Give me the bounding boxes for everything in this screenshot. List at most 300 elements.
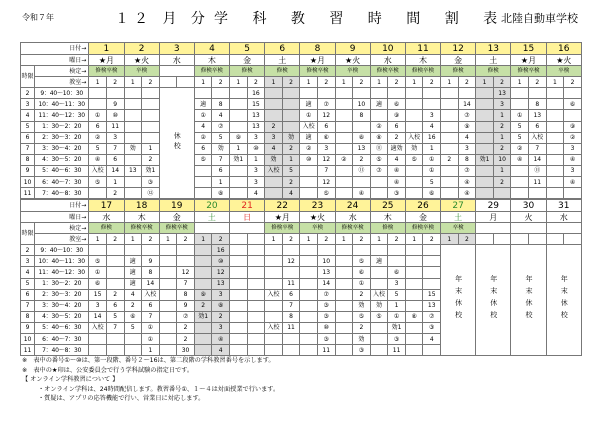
period-time: 7：40～8：30 [35,345,89,356]
day-check: 修検 [476,66,511,77]
period-time: 6：40～7：30 [35,177,89,188]
lesson-cell [476,188,494,199]
lesson-cell: 2 [282,143,300,154]
day-check [511,223,546,234]
lesson-cell [476,177,494,188]
closed-notice: 年末休校 [511,245,546,356]
lesson-cell [476,121,494,132]
day-check: 卒検 [441,223,476,234]
lesson-cell: 14 [317,278,335,289]
lesson-cell [441,143,459,154]
lesson-cell [247,267,265,278]
lesson-cell [282,88,300,99]
lesson-cell [106,245,124,256]
lesson-cell: ⑤ [317,188,335,199]
lesson-cell [194,267,212,278]
lesson-cell: 3 [106,132,124,143]
lesson-cell: 5 [282,165,300,176]
lesson-cell [124,99,142,110]
lesson-cell: 1 [282,154,300,165]
check-row-label: 検定→ [35,223,89,234]
lesson-cell: ⑦ [423,311,441,322]
lesson-cell: 3 [564,143,582,154]
period-number: 8 [21,154,35,165]
classroom-2: 2 [493,77,511,88]
lesson-cell: ③ [142,177,160,188]
lesson-cell: 13 [317,267,335,278]
classroom-2: 2 [212,77,230,88]
classroom-1: 1 [194,77,212,88]
lesson-cell: ② [511,143,529,154]
day-date: 26 [405,200,440,212]
lesson-cell [124,88,142,99]
lesson-cell [159,289,177,300]
period-time: 10：40～11：30 [35,256,89,267]
day-weekday: 金 [441,55,476,66]
period-number: 4 [21,267,35,278]
period-number: 6 [21,289,35,300]
lesson-cell: ⑤ [89,177,107,188]
classroom-1: 1 [370,77,388,88]
day-date: 18 [124,200,159,212]
lesson-cell [317,88,335,99]
day-check [159,66,194,77]
lesson-cell: ④ [564,154,582,165]
classroom-2: 2 [247,77,265,88]
lesson-cell [511,188,529,199]
day-check: 修検 [441,66,476,77]
lesson-cell: 2 [388,132,406,143]
period-time: 9：40～10：30 [35,88,89,99]
lesson-cell [159,278,177,289]
lesson-cell [546,121,564,132]
lesson-cell [441,110,459,121]
lesson-cell [230,289,248,300]
lesson-cell [124,334,142,345]
lesson-cell: 入校 [265,289,283,300]
lesson-cell: ② [335,154,353,165]
lesson-cell: 16 [212,245,230,256]
day-check: 修検卒検 [124,223,159,234]
lesson-cell [265,278,283,289]
lesson-cell [230,278,248,289]
lesson-cell [282,267,300,278]
day-weekday: ★月 [89,55,124,66]
classroom-2: 2 [388,234,406,245]
lesson-cell: 適 [124,278,142,289]
lesson-cell: ⑥ [423,188,441,199]
lesson-cell: ⑤ [405,154,423,165]
lesson-cell: 15 [247,99,265,110]
day-check: 卒検 [546,66,581,77]
lesson-cell: ③ [317,311,335,322]
lesson-cell [159,256,177,267]
classroom-1: 1 [300,77,318,88]
lesson-cell: 5 [423,177,441,188]
lesson-cell: 3 [212,289,230,300]
lesson-cell: 12 [317,110,335,121]
day-date: 31 [546,200,581,212]
lesson-cell: ⑥ [317,132,335,143]
lesson-cell [194,345,212,356]
classroom-1: 1 [265,77,283,88]
classroom-2 [528,234,546,245]
lesson-cell: 5 [511,132,529,143]
day-weekday: 水 [370,55,405,66]
classroom-2: 2 [353,234,371,245]
lesson-cell: 14 [458,99,476,110]
classroom-2: 2 [142,77,160,88]
period-time: 3：30～4：20 [35,300,89,311]
day-date: 27 [441,200,476,212]
lesson-cell [546,110,564,121]
day-check: 修検卒検 [511,66,546,77]
period-number: 10 [21,334,35,345]
classroom-2: 2 [142,234,160,245]
lesson-cell [335,334,353,345]
classroom-1: 1 [89,234,107,245]
day-weekday: 木 [370,212,405,223]
lesson-cell: 効 [405,143,423,154]
lesson-cell: 8 [142,267,160,278]
period-header: 時限 [21,66,35,88]
lesson-cell [247,322,265,333]
lesson-cell [194,334,212,345]
lesson-cell [441,188,459,199]
day-date: 29 [476,200,511,212]
period-time: 1：30～2：20 [35,278,89,289]
lesson-cell [265,345,283,356]
lesson-cell [159,311,177,322]
lesson-cell: 5 [212,132,230,143]
header [0,8,600,28]
lesson-cell: 適 [194,99,212,110]
lesson-cell: 5 [388,289,406,300]
lesson-cell: 4 [388,154,406,165]
lesson-cell [89,334,107,345]
lesson-cell: 6 [89,121,107,132]
lesson-cell: ① [142,322,160,333]
lesson-cell: 効1 [194,311,212,322]
lesson-cell: ⑦ [212,121,230,132]
lesson-cell [247,245,265,256]
lesson-cell [300,267,318,278]
lesson-cell [194,88,212,99]
lesson-cell [405,165,423,176]
lesson-cell [405,99,423,110]
classroom-1 [546,234,564,245]
lesson-cell [353,245,371,256]
school-name: 北陸自動車学校 [501,12,578,25]
lesson-cell: 14 [106,165,124,176]
lesson-cell: ⑥ [353,267,371,278]
lesson-cell [230,177,248,188]
lesson-cell [230,256,248,267]
lesson-cell: 8 [458,154,476,165]
lesson-cell: 入校 [89,165,107,176]
lesson-cell [300,188,318,199]
lesson-cell: ⑧ [370,132,388,143]
day-weekday: 木 [405,55,440,66]
lesson-cell [335,245,353,256]
lesson-cell [405,256,423,267]
lesson-cell: ⑪ [370,143,388,154]
lesson-cell: 効1 [476,154,494,165]
lesson-cell: ⑦ [458,110,476,121]
lesson-cell [300,165,318,176]
lesson-cell [194,278,212,289]
classroom-1: 1 [441,234,459,245]
classroom-1: 1 [300,234,318,245]
lesson-cell: 7 [282,300,300,311]
lesson-cell: ⑨ [230,132,248,143]
lesson-cell: ② [300,143,318,154]
date-row-label: 日付→ [21,200,89,212]
lesson-cell [159,345,177,356]
lesson-cell [230,121,248,132]
lesson-cell: 30 [177,345,195,356]
lesson-cell [194,245,212,256]
lesson-cell: ⑩ [300,154,318,165]
lesson-cell: 3 [247,165,265,176]
lesson-cell: 入校 [528,132,546,143]
lesson-cell [300,289,318,300]
lesson-cell: 2 [493,177,511,188]
lesson-cell: 4 [124,289,142,300]
closed-notice: 年末休校 [546,245,581,356]
lesson-cell [282,110,300,121]
classroom-1: 1 [89,77,107,88]
lesson-cell: 6 [528,121,546,132]
lesson-cell: 5 [124,322,142,333]
lesson-cell [370,322,388,333]
day-date: 10 [370,43,405,55]
lesson-cell: ① [511,110,529,121]
lesson-cell [124,245,142,256]
lesson-cell: ④ [353,188,371,199]
lesson-cell: 入校 [142,289,160,300]
lesson-cell: 13 [212,278,230,289]
lesson-cell: 14 [89,311,107,322]
lesson-cell [335,322,353,333]
lesson-cell [230,110,248,121]
lesson-cell [142,110,160,121]
period-time: 4：30～5：20 [35,154,89,165]
lesson-cell: ② [194,132,212,143]
day-date: 16 [546,43,581,55]
lesson-cell: 11 [528,177,546,188]
lesson-cell [89,345,107,356]
lesson-cell [230,334,248,345]
lesson-cell: 2 [493,121,511,132]
lesson-cell [476,143,494,154]
lesson-cell [528,188,546,199]
lesson-cell [230,165,248,176]
day-check: 修検 [89,223,124,234]
lesson-cell [265,88,283,99]
lesson-cell: ② [370,121,388,132]
day-check: 修検卒検 [405,66,440,77]
lesson-cell: ⑨ [458,121,476,132]
lesson-cell: 7 [212,154,230,165]
day-date: 17 [89,200,124,212]
lesson-cell: 11 [106,121,124,132]
lesson-cell [265,177,283,188]
timetable-week-1 [20,42,582,199]
lesson-cell [300,88,318,99]
lesson-cell [194,177,212,188]
classroom-1 [159,77,177,88]
period-number: 11 [21,188,35,199]
classroom-1: 1 [159,234,177,245]
lesson-cell: ⑤ [89,256,107,267]
lesson-cell: 5 [106,311,124,322]
lesson-cell [265,245,283,256]
lesson-cell: 11 [282,322,300,333]
lesson-cell: 9 [177,300,195,311]
period-time: 4：30～5：20 [35,311,89,322]
lesson-cell [335,278,353,289]
lesson-cell: 4 [458,132,476,143]
lesson-cell: 2 [194,300,212,311]
lesson-cell: 7 [317,165,335,176]
lesson-cell: 8 [212,99,230,110]
lesson-cell: 1 [247,154,265,165]
lesson-cell [546,143,564,154]
closed-notice: 年末休校 [476,245,511,356]
lesson-cell [142,88,160,99]
lesson-cell: 10 [493,154,511,165]
lesson-cell [423,278,441,289]
lesson-cell [476,110,494,121]
lesson-cell: 3 [265,132,283,143]
lesson-cell: ② [564,132,582,143]
classroom-2: 2 [106,234,124,245]
lesson-cell: ⑨ [388,110,406,121]
lesson-cell: 1 [142,143,160,154]
day-check: 修検卒検 [405,223,440,234]
lesson-cell: ⑤ [194,154,212,165]
lesson-cell [335,143,353,154]
lesson-cell [177,245,195,256]
lesson-cell [142,132,160,143]
lesson-cell: 6 [388,121,406,132]
lesson-cell: 11 [388,345,406,356]
lesson-cell: 8 [528,99,546,110]
lesson-cell [423,99,441,110]
lesson-cell [265,188,283,199]
lesson-cell [194,165,212,176]
lesson-cell: 14 [142,278,160,289]
period-time: 2：30～3：20 [35,289,89,300]
lesson-cell: ⑥ [388,99,406,110]
day-date: 25 [370,200,405,212]
day-check [546,223,581,234]
lesson-cell [282,345,300,356]
lesson-cell [423,88,441,99]
lesson-cell [405,177,423,188]
lesson-cell: 7 [177,278,195,289]
day-weekday: ★月 [265,212,300,223]
lesson-cell: 13 [247,110,265,121]
lesson-cell: 効1 [230,154,248,165]
lesson-cell [106,88,124,99]
lesson-cell: 16 [423,132,441,143]
lesson-cell: 6 [194,143,212,154]
lesson-cell [230,99,248,110]
lesson-cell: ⑥ [89,278,107,289]
lesson-cell [265,334,283,345]
lesson-cell [230,322,248,333]
lesson-cell [106,267,124,278]
classroom-2: 2 [458,77,476,88]
lesson-cell: ④ [511,154,529,165]
lesson-cell: 4 [265,143,283,154]
lesson-cell: 2 [353,322,371,333]
lesson-cell: 2 [353,289,371,300]
lesson-cell [106,278,124,289]
lesson-cell [159,267,177,278]
period-number: 8 [21,311,35,322]
day-date: 24 [335,200,370,212]
lesson-cell [441,177,459,188]
lesson-cell: 3 [423,110,441,121]
classroom-2: 2 [564,77,582,88]
lesson-cell [335,121,353,132]
lesson-cell: 15 [89,289,107,300]
note-star: ※ 表中の★印は、公安委員会で行う学科試験の指定日です。 [22,366,194,374]
day-check: 修検卒検 [370,66,405,77]
lesson-cell [247,345,265,356]
page-title: 学 科 教 習 時 間 割 表 [214,11,508,27]
lesson-cell [476,165,494,176]
classroom-2: 2 [177,234,195,245]
day-date: 15 [511,43,546,55]
lesson-cell [300,256,318,267]
lesson-cell [194,256,212,267]
lesson-cell [335,289,353,300]
day-check: 修検卒検 [265,223,300,234]
classroom-2: 2 [528,77,546,88]
lesson-cell [124,345,142,356]
lesson-cell [300,177,318,188]
day-weekday: 土 [194,212,229,223]
lesson-cell: 4 [212,345,230,356]
lesson-cell: 効 [212,143,230,154]
lesson-cell: ⑥ [564,99,582,110]
classroom-1 [230,234,248,245]
lesson-cell [300,278,318,289]
lesson-cell: ⑤ [353,256,371,267]
lesson-cell [423,267,441,278]
classroom-2: 2 [317,234,335,245]
lesson-cell [335,345,353,356]
classroom-2: 2 [458,234,476,245]
lesson-cell: ⑦ [458,165,476,176]
lesson-cell [335,88,353,99]
lesson-cell [230,267,248,278]
period-time: 7：40～8：30 [35,188,89,199]
day-weekday: 木 [194,55,229,66]
lesson-cell: 1 [423,143,441,154]
lesson-cell: ⑦ [370,165,388,176]
lesson-cell: 2 [353,154,371,165]
date-row-label: 日付→ [21,43,89,55]
lesson-cell [335,99,353,110]
lesson-cell: 効 [353,334,371,345]
lesson-cell: 6 [106,154,124,165]
lesson-cell [405,300,423,311]
